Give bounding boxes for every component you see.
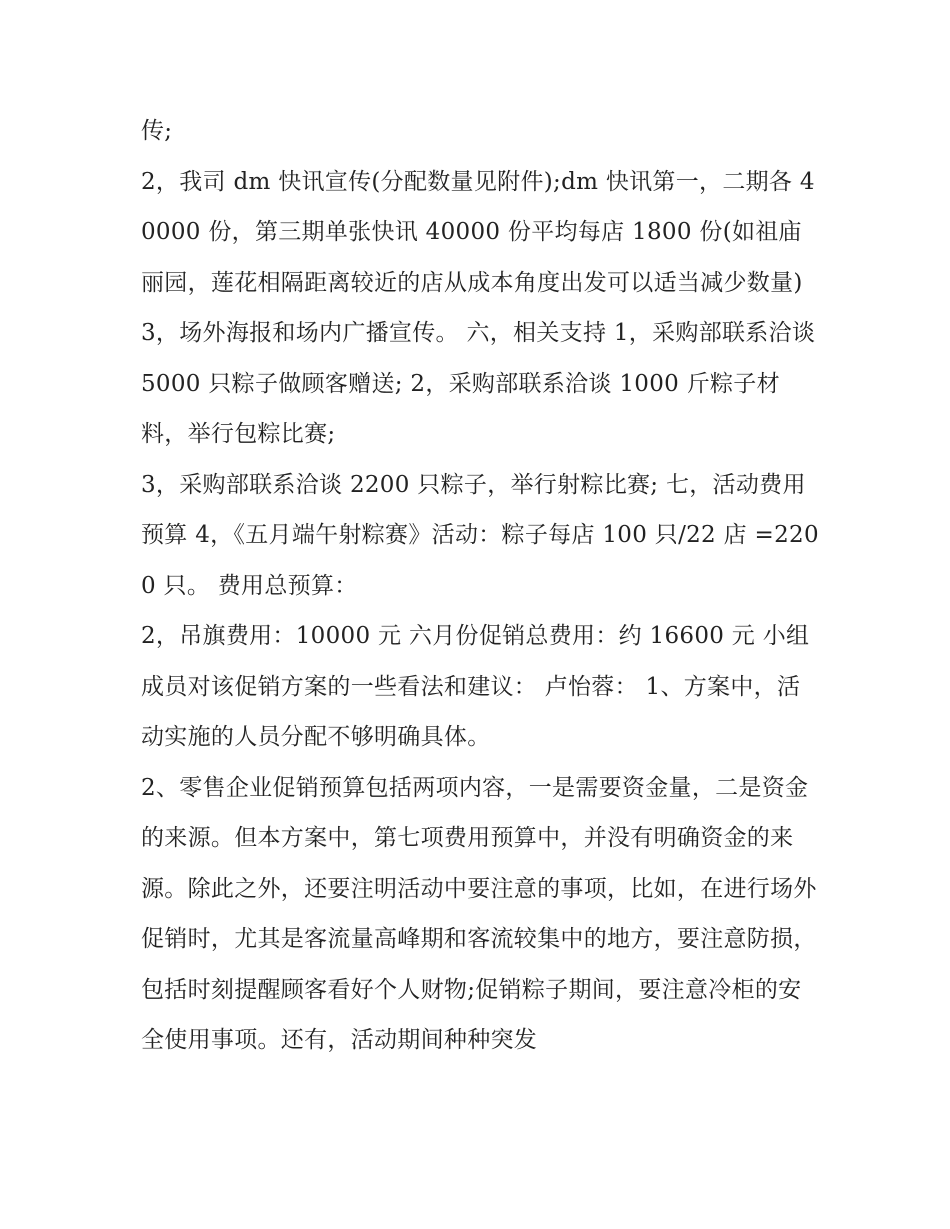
paragraph-5: 2，吊旗费用：10000 元 六月份促销总费用：约 16600 元 小组成员对该促销方案的一些看法和建议： 卢怡蓉： 1、方案中，活动实施的人员分配不够明确具体。 <box>141 623 810 750</box>
document-body <box>141 106 821 1066</box>
paragraph-1: 传; <box>141 118 173 144</box>
paragraph-3: 3，场外海报和场内广播宣传。 六，相关支持 1，采购部联系洽谈 5000 只粽子做顾客赠送; 2，采购部联系洽谈 1000 斤粽子材料，举行包粽比赛; <box>141 320 816 447</box>
paragraph-2: 2，我司 dm 快讯宣传(分配数量见附件);dm 快讯第一，二期各 40000 份，第三期单张快讯 40000 份平均每店 1800 份(如祖庙丽园，莲花相隔距离较近的店从成本角度出发可以适当减少数量) <box>141 168 815 296</box>
paragraph-4: 3，采购部联系洽谈 2200 只粽子，举行射粽比赛; 七，活动费用预算 4，《五月端午射粽赛》活动：粽子每店 100 只/22 店 =2200 只。 费用总预算： <box>141 471 819 599</box>
paragraph-6: 2、零售企业促销预算包括两项内容，一是需要资金量，二是资金的来源。但本方案中，第七项费用预算中，并没有明确资金的来源。除此之外，还要注明活动中要注意的事项，比如，在进行场外促销时，尤其是客流量高峰期和客流较集中的地方，要注意防损，包括时刻提醒顾客看好个人财物;促销粽子期间，要注意冷柜的安全使用事项。还有，活动期间种种突发 <box>141 774 817 1053</box>
